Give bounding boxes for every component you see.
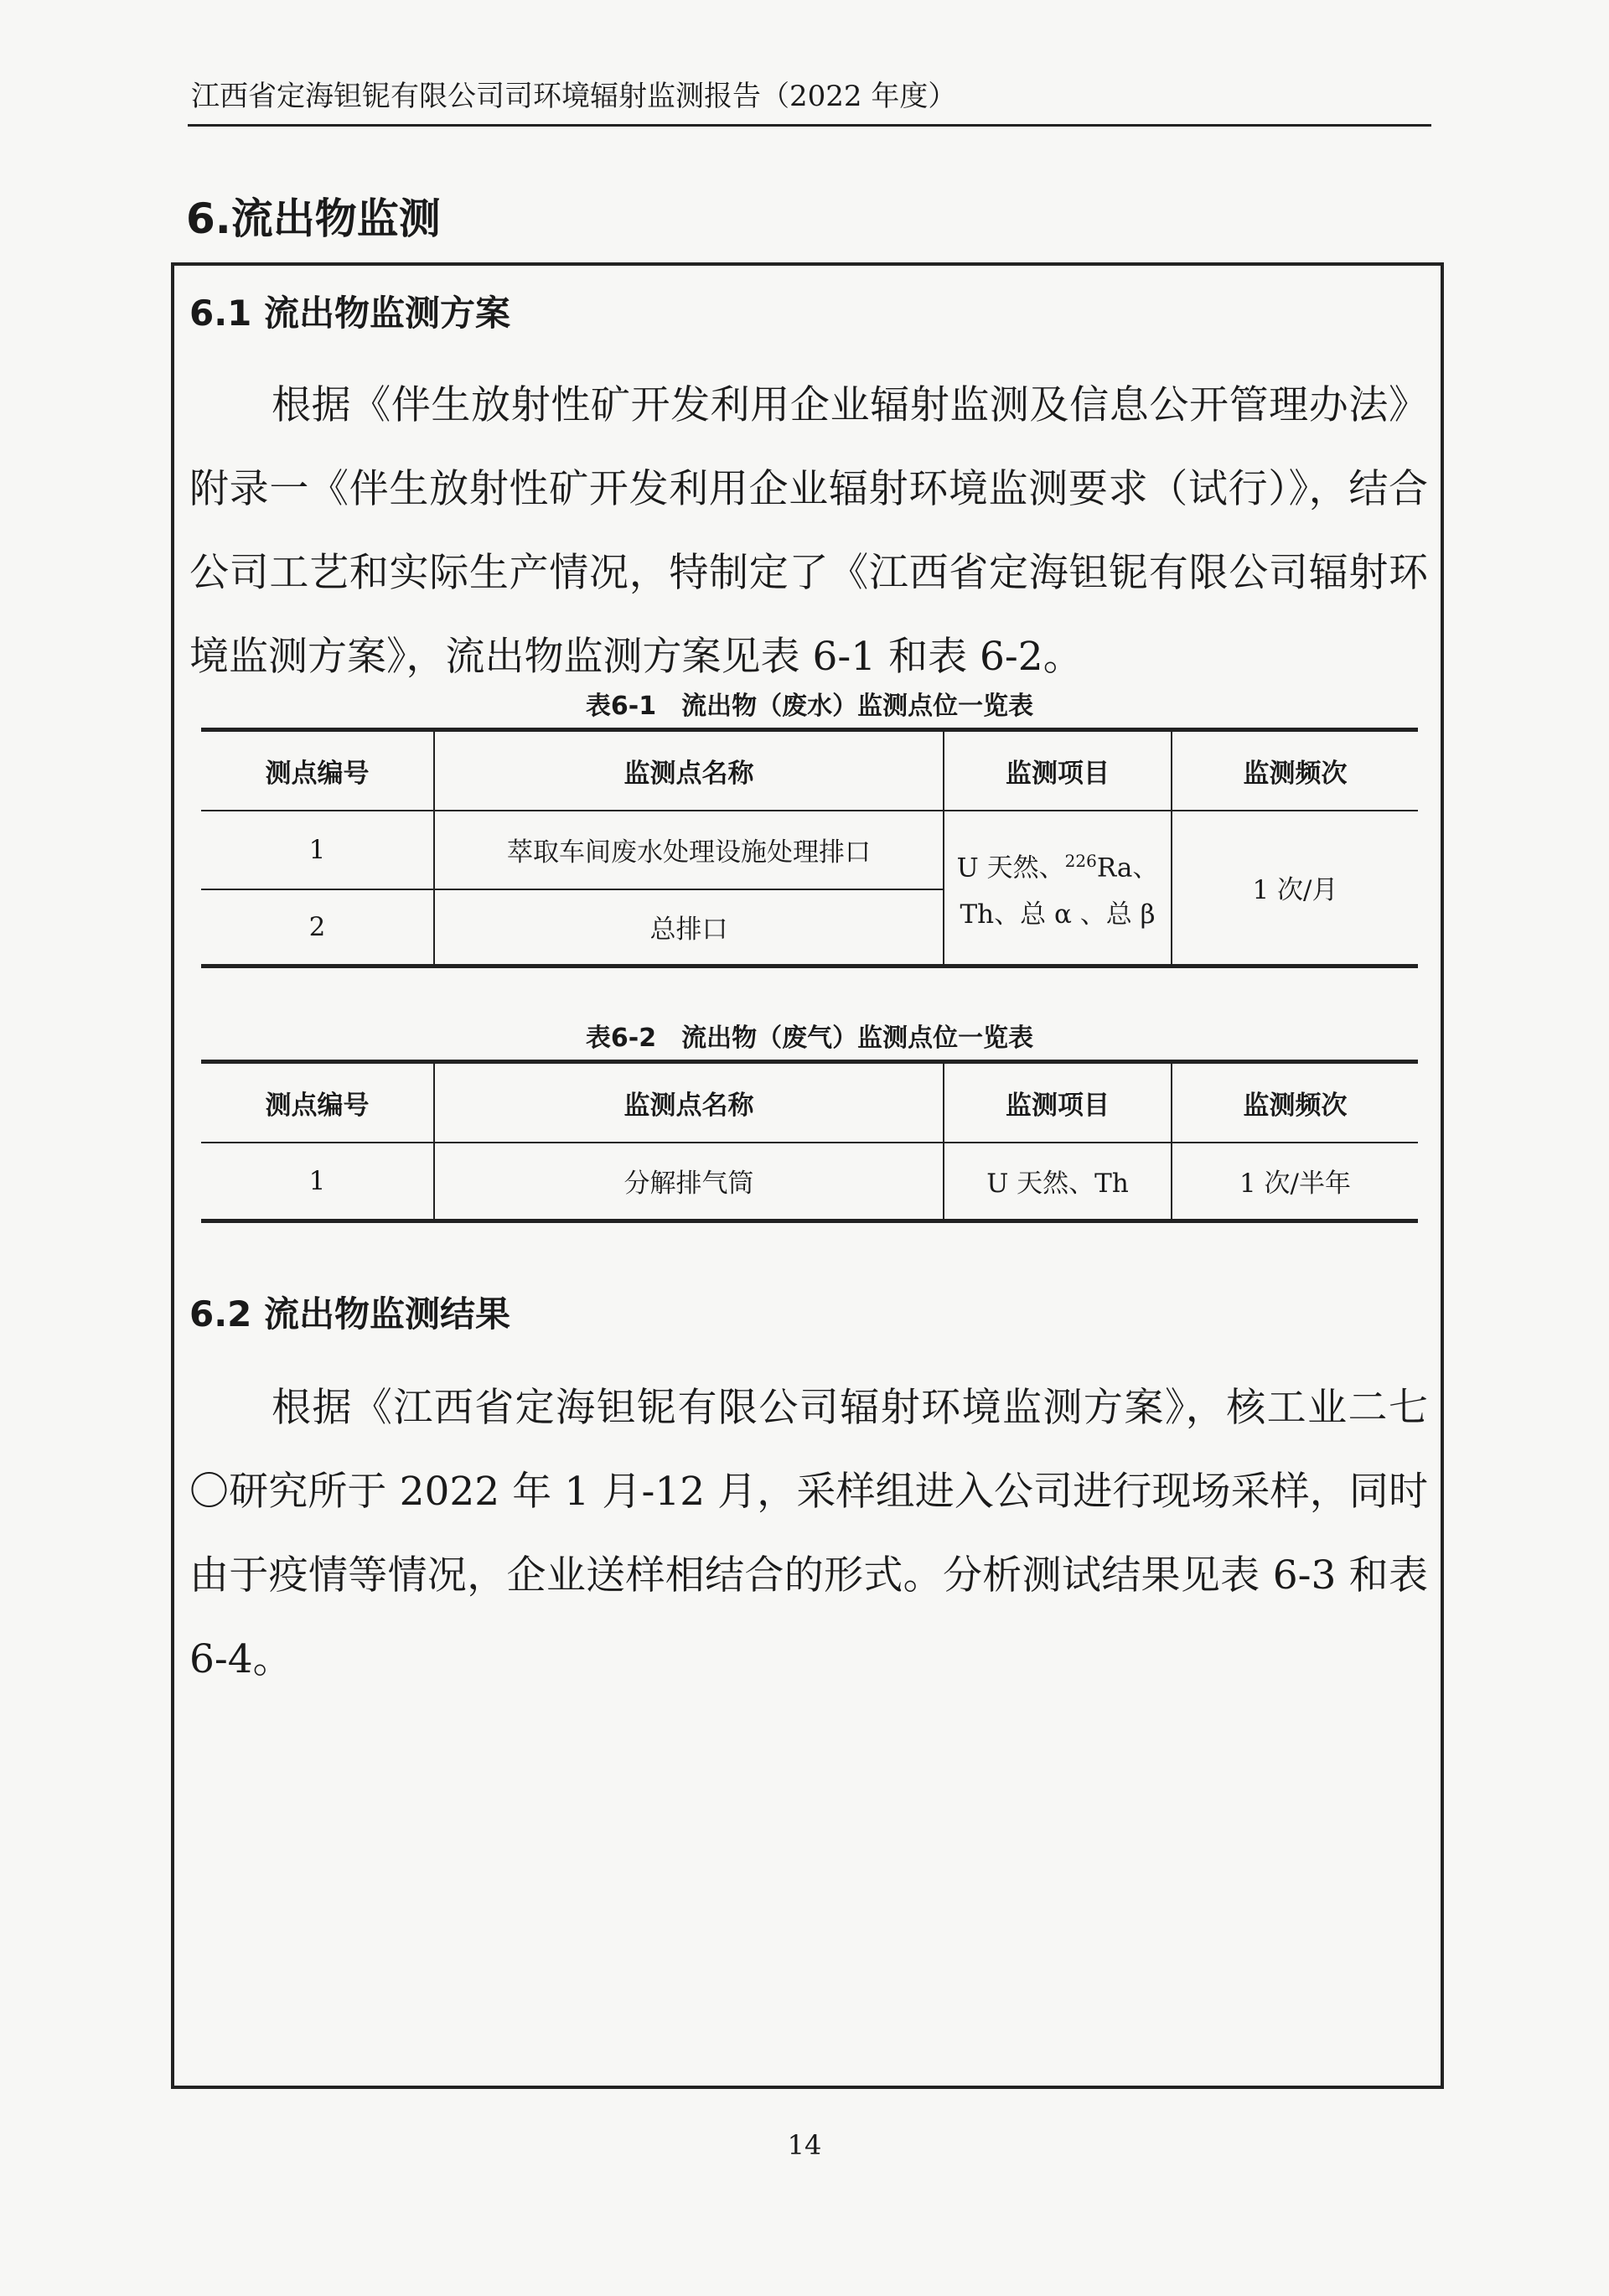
table-header-row [201, 1062, 1418, 1143]
cell-point-name: 萃取车间废水处理设施处理排口 [434, 811, 944, 889]
items-superscript: 226 [1064, 850, 1097, 871]
table-header-row [201, 730, 1418, 811]
header-frequency: 监测频次 [1172, 1062, 1418, 1143]
cell-frequency: 1 次/半年 [1172, 1143, 1418, 1221]
header-items: 监测项目 [944, 730, 1172, 811]
paragraph-monitoring-results: 根据《江西省定海钽铌有限公司辐射环境监测方案》，核工业二七〇研究所于 2022 年 1 月-12 月，采样组进入公司进行现场采样，同时由于疫情等情况，企业送样相结合的形式。分析测试结果见表 6-3 和表 6-4。 [189, 1385, 1428, 1682]
page-number: 14 [787, 2129, 822, 2161]
cell-point-id: 1 [201, 811, 434, 889]
header-rule [188, 124, 1431, 127]
cell-point-name: 分解排气筒 [434, 1143, 944, 1221]
table-6-1 [201, 728, 1418, 968]
table-row [201, 1143, 1418, 1221]
cell-point-id: 2 [201, 889, 434, 967]
table-6-1-caption: 表6-1 流出物（废水）监测点位一览表 [585, 692, 1034, 721]
header-frequency: 监测频次 [1172, 730, 1418, 811]
subsection-heading-6-2: 6.2 流出物监测结果 [189, 1293, 511, 1335]
header-point-id: 测点编号 [201, 1062, 434, 1143]
header-items: 监测项目 [944, 1062, 1172, 1143]
section-title: 6.流出物监测 [186, 194, 441, 243]
items-line2: Th、总 α 、总 β [960, 899, 1156, 930]
page-header: 江西省定海钽铌有限公司司环境辐射监测报告（2022 年度） [191, 80, 957, 113]
items-line1-prefix: U 天然、 [956, 852, 1065, 883]
subsection-heading-6-1: 6.1 流出物监测方案 [189, 293, 511, 334]
cell-point-id: 1 [201, 1143, 434, 1221]
cell-frequency: 1 次/月 [1172, 811, 1418, 967]
header-point-id: 测点编号 [201, 730, 434, 811]
cell-point-name: 总排口 [434, 889, 944, 967]
items-line1-suffix: Ra、 [1096, 852, 1159, 883]
table-6-2 [201, 1060, 1418, 1223]
table-row [201, 811, 1418, 889]
paragraph-monitoring-plan: 根据《伴生放射性矿开发利用企业辐射监测及信息公开管理办法》附录一《伴生放射性矿开发利用企业辐射环境监测要求（试行）》，结合公司工艺和实际生产情况，特制定了《江西省定海钽铌有限公司辐射环境监测方案》，流出物监测方案见表 6-1 和表 6-2。 [189, 382, 1428, 680]
header-point-name: 监测点名称 [434, 1062, 944, 1143]
table-6-2-caption: 表6-2 流出物（废气）监测点位一览表 [585, 1024, 1034, 1053]
cell-items: U 天然、Th [944, 1143, 1172, 1221]
header-point-name: 监测点名称 [434, 730, 944, 811]
cell-items [944, 811, 1172, 967]
